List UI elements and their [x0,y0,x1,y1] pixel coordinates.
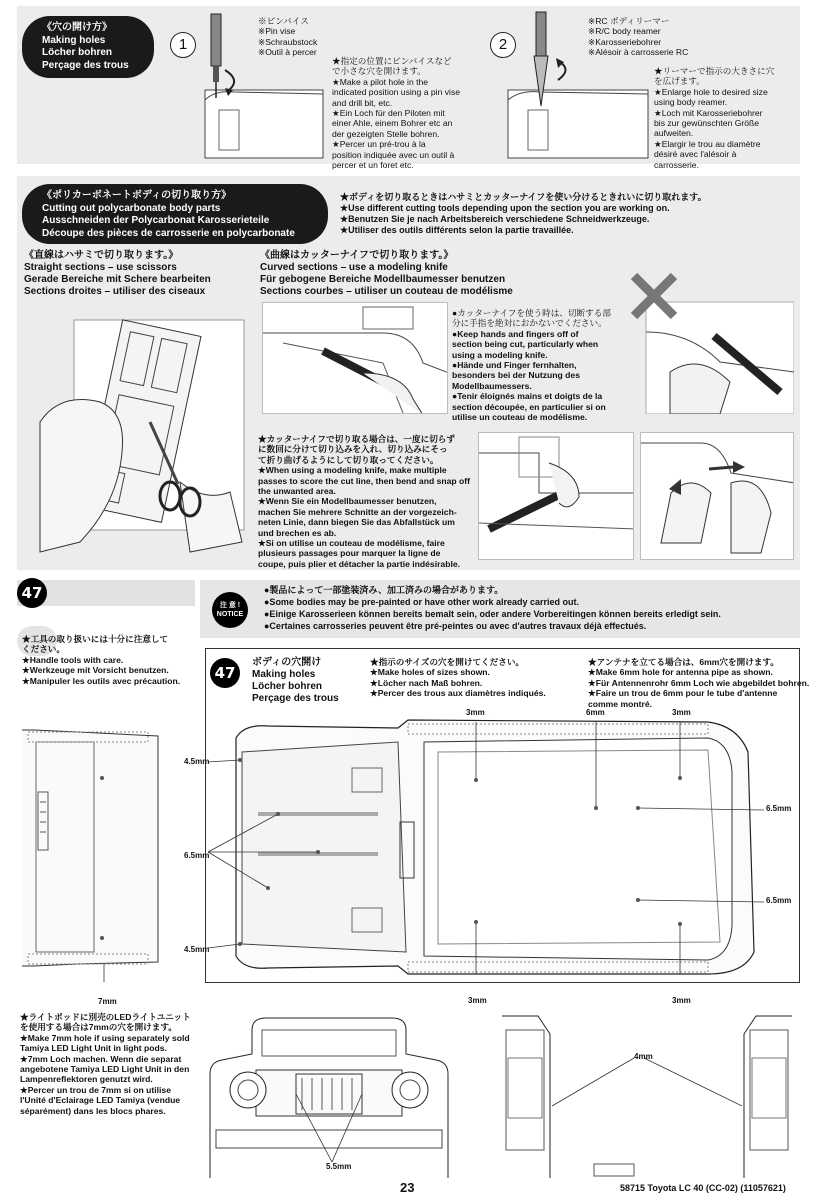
knife-line: passes to score the cut line, then bend and snap off [258,475,471,486]
antenna-line: ★Make 6mm hole for antenna pipe as shown. [588,667,773,678]
caution-line: ●Tenir éloignés mains et doigts de la [452,391,603,402]
led-line: ★Percer un trou de 7mm si on utilise [20,1084,171,1095]
tools-care-line: ★Handle tools with care. [22,654,124,665]
cutting-intro [340,192,707,236]
measure-5-5mm: 5.5mm [326,1162,352,1171]
measure-3mm-bottom-right: 3mm [672,996,691,1005]
step47-title-line: ボディの穴開け [252,657,322,668]
knife-line: に数回に分けて切り込みを入れ、切り込みにそっ [258,444,448,455]
hole-mark [266,886,270,890]
notice-line: ●Einige Karosserieen können bereits bemalt sein, oder andere Vorbereitingen können bereits erledigt sein. [264,609,721,619]
cutting-title-line: Ausschneiden der Polycarbonat Karosserieteile [42,215,270,226]
measure-6-5mm-right-bottom: 6.5mm [766,896,792,905]
hole-mark [474,778,478,782]
led-line: Lampenreflektoren genutzt wird. [20,1074,153,1085]
instr-line: carrosserie. [654,159,699,170]
snap-off-illustration [640,432,794,560]
instr-line: を広げます。 [654,76,705,87]
measure-3mm-bottom-left: 3mm [468,996,487,1005]
led-line: ★ライトポッドに別売のLEDライトユニット [20,1012,191,1022]
notice-line: ●Some bodies may be pre-painted or have other work already carried out. [264,597,580,607]
sizes-line: ★Löcher nach Maß bohren. [370,677,483,688]
knife-line: ★When using a modeling knife, make multiple [258,465,447,476]
measure-4-5mm-top: 4.5mm [184,757,210,766]
antenna-line: ★アンテナを立てる場合は、6mm穴を開けます。 [588,657,779,667]
tool-line: ※Pin vise [258,26,296,37]
tool-line: ※Karosseriebohrer [588,36,662,47]
led-line: ★Make 7mm hole if using separately sold [20,1032,190,1043]
tool-line: ※Alésoir à carrosserie RC [588,47,689,58]
instr-line: ★Loch mit Karosseriebohrer [654,107,763,118]
hole-mark [636,898,640,902]
measure-3mm-top-left: 3mm [466,708,485,717]
front-view-diagram [196,1014,462,1178]
caution-line: besonders bei der Nutzung des [452,370,580,381]
led-line: angebotene Tamiya LED Light Unit in den [20,1064,190,1075]
instr-line: der gezeigten Stelle bohren. [332,128,440,139]
straight-line: 《直線はハサミで切り取ります。》 [24,250,179,261]
step47-title-line: Perçage des trous [252,693,339,704]
holes-title-line: Löcher bohren [42,47,113,58]
instr-line: using body reamer. [654,97,728,108]
hole-mark [636,806,640,810]
step47-frame-badge: 47 [210,658,240,688]
curved-line: Sections courbes – utiliser un couteau de modélisme [260,286,513,297]
curved-line: Für gebogene Bereiche Modellbaumesser benutzen [260,274,506,285]
instr-line: ★指定の位置にピンバイスなど [332,56,452,66]
knife-technique-text [258,434,476,569]
tool-line: ※R/C body reamer [588,26,661,37]
knife-line: und brechen es ab. [258,527,337,538]
straight-sections-heading [24,250,211,298]
instr-line: indicated position using a pin vise [332,87,461,98]
cutting-title-pill [22,184,328,244]
step2-tools [588,16,688,58]
step1-tools [258,16,317,58]
straight-line: Gerade Bereiche mit Schere bearbeiten [24,274,211,285]
step47-title-line: Löcher bohren [252,681,323,692]
caution-line: utilise un couteau de modélisme. [452,412,588,423]
cutting-title-line: Cutting out polycarbonate body parts [42,202,221,214]
knife-line: て折り曲げるようにして切り取ってください。 [258,454,439,465]
notice-text [264,584,721,632]
knife-line: the unwanted area. [258,486,336,497]
led-line: Tamiya LED Light Unit in light pods. [20,1043,167,1054]
antenna-text [588,657,809,709]
scissors-illustration [30,302,252,560]
instr-line: ★Elargir le trou au diamètre [654,138,761,149]
hole-mark [100,936,104,940]
holes-title-line: 《穴の開け方》 [42,22,112,33]
instr-line: で小さな穴を開けます。 [332,66,426,77]
knife-line: neten Linie, dann biegen Sie das Abfallstück um [258,517,455,528]
caution-line: 分に手指を絶対におかないでください。 [452,318,607,329]
led-line: ★7mm Loch machen. Wenn die separat [20,1053,182,1064]
notice-line: ●Certaines carrosseries peuvent être pré-peintes ou avec d'autres travaux déjà effectués. [264,621,647,631]
curved-line: Curved sections – use a modeling knife [260,262,448,273]
hole-mark [594,806,598,810]
tools-care-line: ★Manipuler les outils avec précaution. [22,675,181,686]
led-line: séparément) dans les blocs phares. [20,1105,166,1116]
hole-mark [276,812,280,816]
instr-line: and drill bit, etc. [332,97,393,108]
incorrect-knife-illustration [630,272,794,414]
body-top-view-diagram [18,712,800,982]
notice-label: 注 意 ! [219,602,241,609]
measure-6-5mm-right-top: 6.5mm [766,804,792,813]
score-cut-illustration [478,432,634,560]
knife-line: coupe, puis plier et détacher la partie indésirable. [258,558,461,569]
caution-text [452,308,628,422]
instr-line: ★Make a pilot hole in the [332,76,429,87]
intro-line: ★Use different cutting tools depending upon the section you are working on. [340,203,670,213]
knife-line: plusieurs passages pour marquer la ligne de [258,548,441,559]
step47-title-line: Making holes [252,669,316,680]
antenna-line: comme montré. [588,698,652,709]
instr-line: désiré avec l'alésoir à [654,149,737,160]
caution-line: ●Keep hands and fingers off of [452,328,579,339]
knife-line: machen Sie mehrere Schnitte an der vorgezeich- [258,506,457,517]
measure-6mm-top: 6mm [586,708,605,717]
measure-4mm: 4mm [634,1052,653,1061]
cutting-title-line: 《ポリカーボネートボディの切り取り方》 [42,190,232,201]
hole-mark [100,776,104,780]
curved-sections-heading [260,250,513,298]
hole-mark [678,922,682,926]
straight-line: Straight sections – use scissors [24,262,177,273]
measure-3mm-top-right: 3mm [672,708,691,717]
holes-title-line: Perçage des trous [42,59,129,71]
caution-line: Modellbaumessers. [452,380,532,391]
instr-line: ★Ein Loch für den Piloten mit [332,108,445,119]
step47-title [252,657,339,705]
instr-line: bis zur gewünschten Größe [654,118,760,129]
hole-mark [238,758,242,762]
notice-line: ●製品によって一部塗装済み、加工済みの場合があります。 [264,585,504,595]
led-line: l'Unité d'Eclairage LED Tamiya (vendue [20,1095,181,1106]
caution-line: ●Hände und Finger fernhalten, [452,360,577,371]
intro-line: ★ボディを切り取るときはハサミとカッターナイフを使い分けるときれいに切り取れます。 [340,192,707,202]
tool-line: ※Outil à percer [258,47,317,58]
step2-instructions [654,66,790,170]
curved-line: 《曲線はカッターナイフで切り取ります。》 [260,250,454,261]
instr-line: percer et un foret etc. [332,160,414,171]
notice-label: NOTICE [216,611,244,618]
intro-line: ★Utiliser des outils différents selon la partie travaillée. [340,225,574,235]
holes-title-pill [22,16,154,78]
hole-mark [316,850,320,854]
instr-line: aufweiten. [654,128,694,139]
page-number: 23 [400,1180,415,1195]
knife-line: ★カッターナイフで切り取る場合は、一度に切らず [258,434,455,444]
caution-line: section being cut, particularly when [452,339,599,350]
instr-line: einer Ahle, einem Bohrer etc an [332,118,453,129]
holes-title-line: Making holes [42,34,106,46]
intro-line: ★Benutzen Sie je nach Arbeitsbereich verschiedene Schneidwerkzeuge. [340,214,650,224]
straight-line: Sections droites – utiliser des ciseaux [24,286,206,297]
tools-care-line: ★Werkzeuge mit Vorsicht benutzen. [22,665,169,676]
measure-4-5mm-bottom: 4.5mm [184,945,210,954]
led-line: を使用する場合は7mmの穴を開けます。 [20,1022,177,1033]
antenna-line: ★Für Antennenrohr 6mm Loch wie abgebildet bohren. [588,677,810,688]
caution-line: section découpée, en particulier si on [452,401,606,412]
antenna-line: ★Faire un trou de 6mm pour le tube d'antenne [588,688,778,699]
measure-6-5mm-left: 6.5mm [184,851,210,860]
cutting-title-line: Découpe des pièces de carrosserie en polycarbonate [42,227,295,239]
step47-badge: 47 [17,578,47,608]
tool-line: ※RC ボディリーマー [588,16,670,26]
tools-care-line: ★工具の取り扱いには十分に注意して [22,634,169,644]
instr-line: ★リーマーで指示の大きさに穴 [654,66,775,76]
hole-mark [474,920,478,924]
hole-mark [238,942,242,946]
instr-line: position indiquée avec un outil à [332,149,455,160]
caution-line: ●カッターナイフを使う時は、切断する部 [452,308,611,318]
led-light-text [20,1012,191,1116]
knife-line: ★Si on utilise un couteau de modélisme, faire [258,538,445,549]
step2-number: 2 [490,32,516,58]
footer-product: 58715 Toyota LC 40 (CC-02) (11057621) [620,1183,786,1193]
hole-mark [678,776,682,780]
caution-line: using a modeling knife. [452,349,548,360]
instr-line: ★Enlarge hole to desired size [654,86,768,97]
sizes-line: ★指示のサイズの穴を開けてください。 [370,657,525,667]
tool-line: ※ピンバイス [258,16,309,26]
side-view-diagram [494,1014,800,1178]
measure-7mm: 7mm [98,997,117,1006]
tools-care-text [22,634,180,686]
knife-line: ★Wenn Sie ein Modellbaumesser benutzen, [258,496,437,507]
tools-care-line: ください。 [22,644,65,655]
notice-badge [212,592,248,628]
step1-number: 1 [170,32,196,58]
sizes-line: ★Make holes of sizes shown. [370,667,490,678]
tool-line: ※Schraubstock [258,36,318,47]
step1-instructions [332,56,464,170]
instr-line: ★Percer un pré-trou à la [332,139,426,150]
sizes-line: ★Percer des trous aux diamètres indiqués. [370,688,546,699]
hole-sizes-text [370,657,546,699]
knife-illustration-1 [262,302,448,414]
